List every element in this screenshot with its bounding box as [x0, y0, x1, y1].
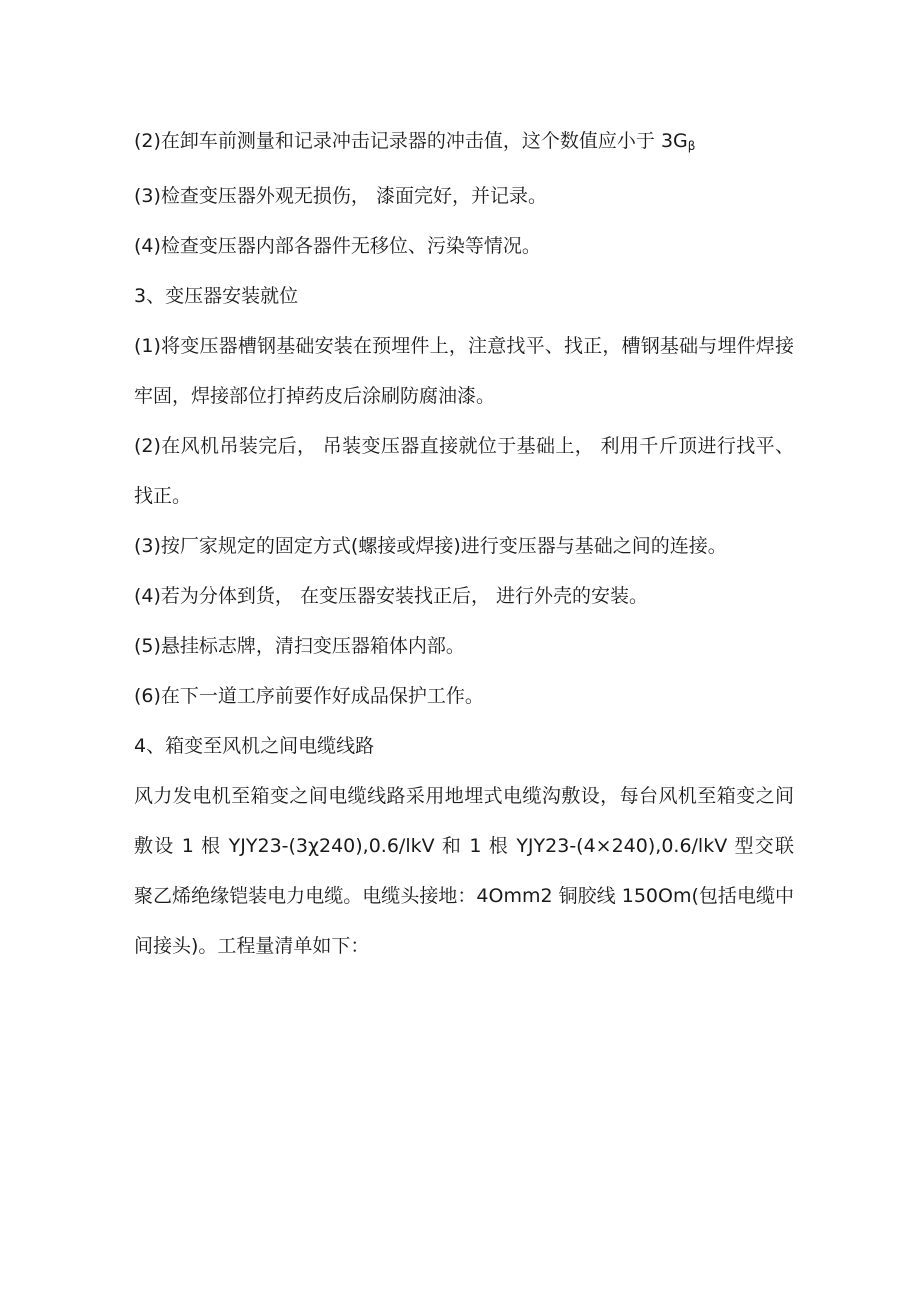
paragraph-1-channel-steel-base: (1)将变压器槽钢基础安装在预埋件上，注意找平、找正，槽钢基础与埋件焊接牢固，焊接部位打掉药皮后涂刷防腐油漆。: [134, 335, 794, 407]
paragraph-3-fixing-method: (3)按厂家规定的固定方式(螺接或焊接)进行变压器与基础之间的连接。: [134, 535, 727, 557]
paragraph-3-appearance-check: (3)检查变压器外观无损伤， 漆面完好，并记录。: [134, 185, 547, 207]
document-body: [134, 116, 794, 971]
paragraph-cable-description: 风力发电机至箱变之间电缆线路采用地埋式电缆沟敷设，每台风机至箱变之间敷设 1 根 YJY23-(3χ240),0.6/lkV 和 1 根 YJY23-(4×240),0.6/lkV 型交联聚乙烯绝缘铠装电力电缆。电缆头接地：4Omm2 铜胶线 150Om(包括电缆中间接头)。工程量清单如下：: [134, 785, 794, 957]
paragraph-2-hoisting: (2)在风机吊装完后， 吊装变压器直接就位于基础上， 利用千斤顶进行找平、找正。: [134, 435, 794, 507]
section-heading-4-cable-line: 4、箱变至风机之间电缆线路: [134, 735, 375, 757]
paragraph-4-split-delivery: (4)若为分体到货， 在变压器安装找正后， 进行外壳的安装。: [134, 585, 648, 607]
paragraph-2-impact-check: [134, 116, 794, 171]
paragraph-6-product-protection: (6)在下一道工序前要作好成品保护工作。: [134, 685, 484, 707]
paragraph-text: (2)在卸车前测量和记录冲击记录器的冲击值，这个数值应小于 3G: [134, 130, 688, 152]
section-heading-3-transformer-install: 3、变压器安装就位: [134, 285, 299, 307]
paragraph-5-signage-cleaning: (5)悬挂标志牌，清扫变压器箱体内部。: [134, 635, 465, 657]
subscript-beta: β: [687, 139, 696, 153]
paragraph-4-internal-check: (4)检查变压器内部各器件无移位、污染等情况。: [134, 235, 541, 257]
